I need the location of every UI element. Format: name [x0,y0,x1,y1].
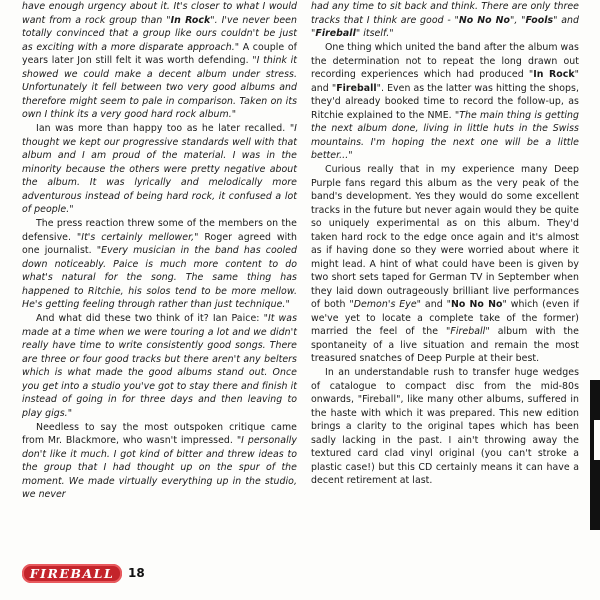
narrative-text: " and " [416,299,451,310]
right-paragraph-4 [311,366,579,488]
narrative-text: The press reaction threw some of the members on the defensive. [22,218,297,243]
narrative-text: One thing which united the band after the album was the determination not to repeat the long drawn out recording experiences which had produced " [311,42,579,80]
quote: ", " [510,14,526,26]
page-footer [22,562,145,584]
left-paragraph-3 [22,217,297,312]
quote: " and " [311,14,579,39]
quote: had any time to sit back and think. There are only three tracks that I think are good - " [311,1,579,26]
album-title: In Rock [170,14,211,26]
narrative-text: Roger agreed with one journalist. [22,231,298,256]
left-paragraph-2 [22,122,297,217]
right-paragraph-3 [311,163,579,366]
narrative-text: Ian was more than happy too as he later recalled. [36,123,290,134]
quote: "It was made at a time when we were touring a lot and we didn't really have time to write consistently good songs. There are three or four good tracks but there aren't any belters which is what made the good albums stand out. Once you get into a studio you've got to stay there and finish it instead of going in for three days and then leaving to play gigs." [22,313,298,419]
right-column [311,0,579,488]
quote: " itself." [355,28,394,39]
page-number: 18 [128,566,145,580]
album-title: Fireball [336,82,377,94]
quote: have enough urgency about it. It's closer to what I would want from a rock group than " [22,1,297,26]
logo-text: FIREBALL [29,565,115,581]
narrative-text: Curious really that in my experience many Deep Purple fans regard this album as the very peak of the band's development. Yes they would do some excellent tracks in the future but never again would they be quite so uniquely experimental as on this album. They'd taken hard rock to the edge once again and it's almost as if having done so they were worried about where it might lead. A hint of what could have been is given by two short sets taped for German TV in September when they laid down outrageously brilliant live performances of both " [311,164,579,310]
album-title: In Rock [533,69,575,80]
track-title: Fireball [315,28,356,39]
track-title: No No No [450,299,503,310]
track-title: Demon's Eye [353,299,417,310]
quote: "I thought we kept our progressive standards well with that album and I am proud of the material. I was in the minority because the others were pretty negative about the album. It was lyrically and melodically more adventurous instead of being hard rock, it confused a lot of people." [22,123,297,215]
right-paragraph-2 [311,41,579,163]
left-column [22,0,297,502]
album-title: Fireball [450,326,486,337]
quote: "I think it showed we could make a decent album under stress. Unfortunately it fell between two very good albums and therefore might seem to pale in comparison. Taken on its own I think its a very good hard rock album." [22,55,298,120]
narrative-text: ". Even as the latter was hitting the shops, they'd already booked time to record the follow-up, as Ritchie explained to the NME. [311,82,579,121]
narrative-text: " and " [311,69,579,94]
left-paragraph-4 [22,312,297,420]
narrative-text: " which (even if we've yet to locate a complete take of the former) married the feel of the " [311,299,580,337]
narrative-text: In an understandable rush to transfer huge wedges of catalogue to compact disc from the mid-80s onwards, "Fireball", like many other albums, suffered in the haste with which it was prepared. This new edition brings a clarity to the original tapes which has been sadly lacking in the past. I ain't throwing away the textured card clad vinyl original (you can't stroke a plastic case!) but this CD certainly means it can have a decent retirement at last. [311,367,579,486]
quote: ". I've never been totally convinced that a group like ours couldn't be just as exciting with a more disparate approach." [22,14,297,53]
fireball-logo [22,564,122,583]
track-title: Fools [525,14,554,26]
right-paragraph-1 [311,0,579,41]
track-title: No No No [458,14,511,26]
narrative-text: " album with the spontaneity of a live situation and remain the most treasured snatches of Deep Purple at their best. [311,326,579,364]
page-edge-notch [594,420,600,460]
quote: "Every musician in the band has cooled down noticeably. Paice is much more content to do what's natural for the song. The same thing has happened to Ritchie, his solos tend to be more mellow. He's getting feeling through rather than just technique." [22,245,297,310]
narrative-text: Needless to say the most outspoken critique came from Mr. Blackmore, who wasn't impressed. [22,421,297,446]
narrative-text: And what did these two think of it? Ian Paice: [36,313,264,324]
narrative-text: A couple of years later Jon still felt it was worth defending. [22,41,297,66]
quote: "The main thing is getting the next album done, living in little huts in the Swiss mountains. I'm hoping the next one will be a little better..." [311,109,579,161]
quote: "It's certainly mellower," [76,231,199,243]
left-paragraph-1 [22,0,297,122]
quote: "I personally don't like it much. I got kind of bitter and threw ideas to the group that I had thought up on the spur of the moment. We made virtually everything up in the studio, we never [22,435,297,500]
left-paragraph-5 [22,421,297,502]
